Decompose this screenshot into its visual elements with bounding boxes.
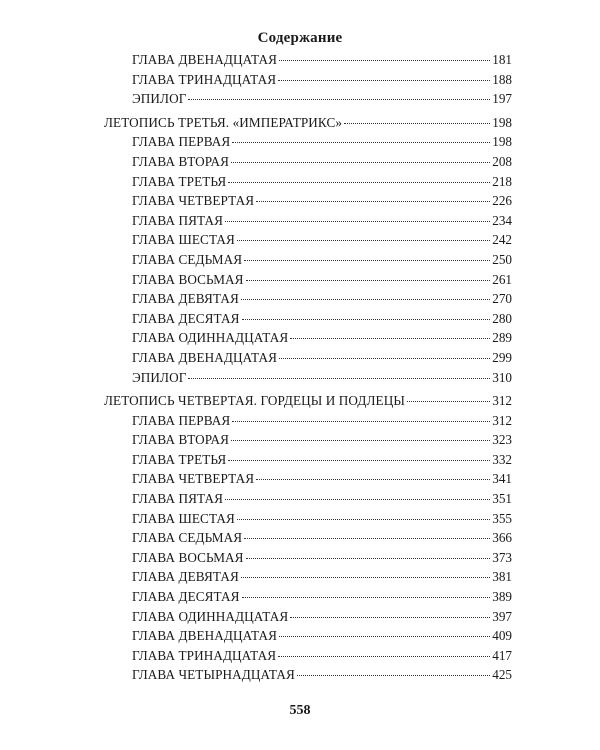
toc-page-number: 310 — [492, 369, 512, 385]
toc-entry-title: ГЛАВА ТРЕТЬЯ — [132, 173, 227, 189]
toc-entry-title: ГЛАВА ЧЕТВЕРТАЯ — [132, 193, 255, 209]
toc-entry-title: ГЛАВА ДЕСЯТАЯ — [132, 310, 240, 326]
toc-part-title: ЛЕТОПИСЬ ТРЕТЬЯ. «ИМПЕРАТРИКС» — [104, 114, 343, 130]
toc-page-number: 181 — [492, 52, 512, 67]
toc-dot-leader — [297, 675, 490, 676]
toc-dot-leader — [231, 440, 490, 441]
page-number: 558 — [289, 703, 311, 718]
toc-page-number: 242 — [492, 232, 512, 248]
toc-entry — [104, 172, 512, 192]
toc-dot-leader — [278, 656, 490, 657]
toc-group-part-2-tail — [104, 50, 512, 109]
toc-page-number: 234 — [492, 212, 512, 228]
toc-entry-title: ГЛАВА СЕДЬМАЯ — [132, 530, 243, 546]
toc-page-number: 289 — [492, 330, 512, 346]
toc-entry-title: ГЛАВА ТРИНАДЦАТАЯ — [132, 647, 277, 663]
toc-dot-leader — [246, 280, 491, 281]
table-of-contents — [104, 50, 512, 685]
toc-entry — [104, 450, 512, 470]
toc-dot-leader — [232, 421, 490, 422]
toc-part-title: ЛЕТОПИСЬ ЧЕТВЕРТАЯ. ГОРДЕЦЫ И ПОДЛЕЦЫ — [104, 393, 405, 409]
toc-dot-leader — [290, 617, 490, 618]
toc-page-number: 425 — [492, 667, 512, 683]
toc-dot-leader — [228, 182, 490, 183]
toc-page-number: 197 — [492, 91, 512, 107]
toc-dot-leader — [242, 319, 491, 320]
toc-dot-leader — [188, 99, 490, 100]
toc-entry — [104, 328, 512, 348]
toc-dot-leader — [256, 479, 490, 480]
toc-page-number: 261 — [492, 271, 512, 287]
toc-dot-leader — [244, 538, 490, 539]
page-header-title: Содержание — [257, 30, 343, 46]
toc-part-4 — [104, 391, 512, 411]
toc-entry-title: ГЛАВА ВОСЬМАЯ — [132, 549, 244, 565]
toc-entry-title: ГЛАВА ПЕРВАЯ — [132, 134, 231, 150]
toc-page-number: 198 — [492, 134, 512, 150]
toc-entry — [104, 348, 512, 368]
toc-entry-title: ГЛАВА ВТОРАЯ — [132, 432, 230, 448]
toc-entry — [104, 528, 512, 548]
toc-dot-leader — [225, 499, 490, 500]
toc-page-number: 280 — [492, 310, 512, 326]
toc-part-3 — [104, 113, 512, 133]
toc-dot-leader — [237, 240, 490, 241]
toc-entry-title: ГЛАВА ДЕВЯТАЯ — [132, 291, 239, 307]
toc-dot-leader — [279, 358, 490, 359]
toc-dot-leader — [279, 60, 490, 61]
toc-entry — [104, 548, 512, 568]
toc-page-number: 208 — [492, 153, 512, 169]
toc-entry-title: ЭПИЛОГ — [132, 369, 187, 385]
toc-page-number: 351 — [492, 491, 512, 507]
toc-page-number: 250 — [492, 251, 512, 267]
toc-page-number: 417 — [492, 647, 512, 663]
toc-dot-leader — [241, 577, 490, 578]
toc-entry-title: ГЛАВА ДВЕНАДЦАТАЯ — [132, 349, 278, 365]
toc-entry-title: ГЛАВА ДЕВЯТАЯ — [132, 569, 239, 585]
toc-entry — [104, 665, 512, 685]
toc-entry-title: ЭПИЛОГ — [132, 91, 187, 107]
toc-entry — [104, 230, 512, 250]
toc-dot-leader — [237, 519, 490, 520]
toc-page-number: 323 — [492, 432, 512, 448]
toc-page-number: 188 — [492, 71, 512, 87]
toc-dot-leader — [242, 597, 491, 598]
toc-entry — [104, 469, 512, 489]
toc-entry-title: ГЛАВА ЧЕТЫРНАДЦАТАЯ — [132, 667, 295, 683]
toc-entry — [104, 607, 512, 627]
toc-page-number: 218 — [492, 173, 512, 189]
toc-page-number: 397 — [492, 608, 512, 624]
toc-entry — [104, 191, 512, 211]
toc-entry — [104, 368, 512, 388]
toc-entry-title: ГЛАВА ВОСЬМАЯ — [132, 271, 244, 287]
toc-entry-title: ГЛАВА ВТОРАЯ — [132, 153, 230, 169]
toc-entry — [104, 250, 512, 270]
toc-dot-leader — [278, 80, 490, 81]
toc-entry — [104, 132, 512, 152]
toc-entry-title: ГЛАВА ДЕСЯТАЯ — [132, 589, 240, 605]
toc-page-number: 299 — [492, 349, 512, 365]
toc-entry-title: ГЛАВА ПЯТАЯ — [132, 491, 224, 507]
toc-group-part-4 — [104, 411, 512, 685]
toc-dot-leader — [232, 142, 490, 143]
toc-entry — [104, 309, 512, 329]
toc-page-number: 270 — [492, 291, 512, 307]
toc-entry-title: ГЛАВА ТРЕТЬЯ — [132, 451, 227, 467]
toc-entry — [104, 50, 512, 70]
toc-page-number: 198 — [492, 114, 512, 130]
toc-dot-leader — [344, 123, 490, 124]
toc-entry — [104, 587, 512, 607]
toc-entry-title: ГЛАВА ОДИННАДЦАТАЯ — [132, 608, 289, 624]
toc-dot-leader — [188, 378, 490, 379]
toc-dot-leader — [279, 636, 490, 637]
toc-page-number: 226 — [492, 193, 512, 209]
toc-page-number: 389 — [492, 589, 512, 605]
toc-entry-title: ГЛАВА ПЯТАЯ — [132, 212, 224, 228]
toc-dot-leader — [228, 460, 490, 461]
toc-entry-title: ГЛАВА ШЕСТАЯ — [132, 510, 235, 526]
toc-entry — [104, 626, 512, 646]
toc-page-number: 366 — [492, 530, 512, 546]
toc-entry-title: ГЛАВА ТРИНАДЦАТАЯ — [132, 71, 277, 87]
toc-page-number: 373 — [492, 549, 512, 565]
toc-page-number: 312 — [492, 393, 512, 409]
toc-entry-title: ГЛАВА ШЕСТАЯ — [132, 232, 235, 248]
toc-entry-title: ГЛАВА ПЕРВАЯ — [132, 412, 231, 428]
toc-entry-title: ГЛАВА ОДИННАДЦАТАЯ — [132, 330, 289, 346]
toc-entry — [104, 270, 512, 290]
toc-page-number: 355 — [492, 510, 512, 526]
toc-page-number: 341 — [492, 471, 512, 487]
toc-entry-title: ГЛАВА СЕДЬМАЯ — [132, 251, 243, 267]
toc-entry — [104, 489, 512, 509]
toc-dot-leader — [241, 299, 490, 300]
toc-group-part-3 — [104, 132, 512, 387]
toc-entry — [104, 152, 512, 172]
toc-dot-leader — [256, 201, 490, 202]
toc-dot-leader — [244, 260, 490, 261]
toc-entry-title: ГЛАВА ДВЕНАДЦАТАЯ — [132, 52, 278, 67]
toc-dot-leader — [407, 401, 490, 402]
toc-page-number: 381 — [492, 569, 512, 585]
toc-entry — [104, 411, 512, 431]
toc-dot-leader — [231, 162, 490, 163]
toc-entry — [104, 567, 512, 587]
toc-entry-title: ГЛАВА ДВЕНАДЦАТАЯ — [132, 628, 278, 644]
toc-entry — [104, 430, 512, 450]
toc-entry — [104, 89, 512, 109]
toc-page-number: 409 — [492, 628, 512, 644]
toc-entry — [104, 211, 512, 231]
toc-entry — [104, 70, 512, 90]
toc-entry-title: ГЛАВА ЧЕТВЕРТАЯ — [132, 471, 255, 487]
toc-dot-leader — [246, 558, 491, 559]
toc-entry — [104, 289, 512, 309]
toc-page-number: 332 — [492, 451, 512, 467]
toc-dot-leader — [225, 221, 490, 222]
toc-entry — [104, 509, 512, 529]
toc-page-number: 312 — [492, 412, 512, 428]
toc-dot-leader — [290, 338, 490, 339]
toc-entry — [104, 646, 512, 666]
